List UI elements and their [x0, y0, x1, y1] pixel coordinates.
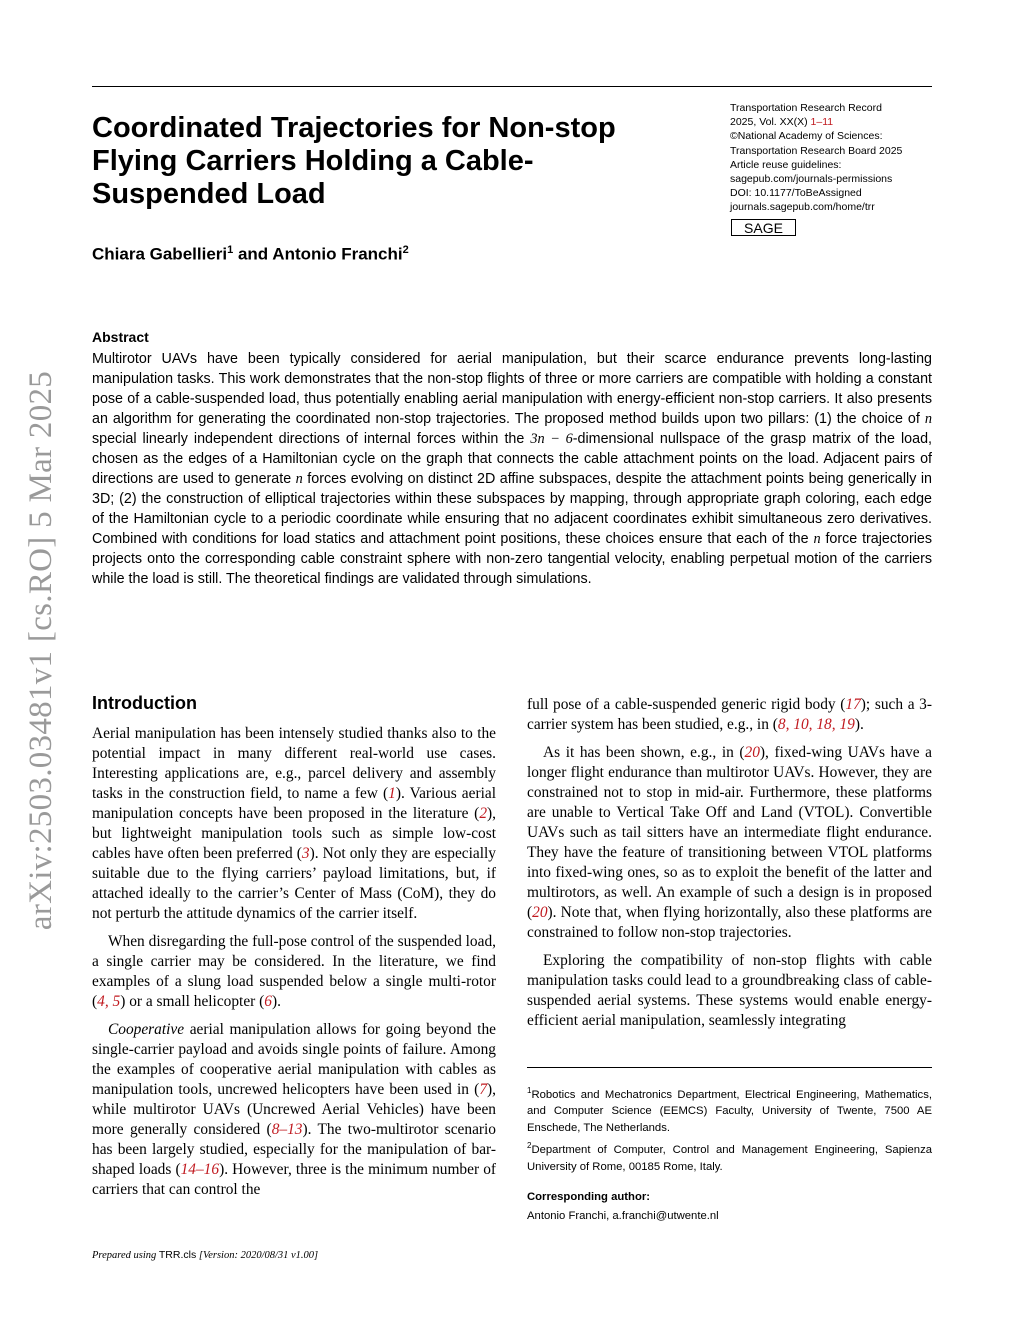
paper-title: Coordinated Trajectories for Non-stop Flying Carriers Holding a Cable-Suspended Load	[92, 112, 616, 210]
footnote-affiliation-2: $^2$Department of Computer, Control and Management Engineering, Sapienza University of Rome, 00185 Rome, Italy.	[527, 1141, 932, 1173]
citation-link[interactable]: 14–16	[180, 1161, 220, 1178]
author-conjunction: and	[233, 244, 273, 264]
paragraph: Cooperative aerial manipulation allows for going beyond the single-carrier payload and avoids single points of failure. Among the examples of cooperative aerial manipulation with cables as manipulation tools, uncrewed helicopters have been used in (7), while multirotor UAVs (Uncrewed Aerial Vehicles) have been more generally considered (8–13). The two-multirotor scenario has been largely studied, especially for the manipulation of bar-shaped loads (14–16). However, three is the minimum number of carriers that can control the	[92, 1021, 497, 1198]
citation-link[interactable]: 2	[479, 805, 488, 822]
journal-url: journals.sagepub.com/home/trr	[730, 201, 875, 214]
section-heading-introduction: Introduction	[92, 693, 197, 713]
math-n: n	[295, 471, 303, 487]
citation-link[interactable]: 20	[532, 904, 548, 921]
abstract-heading: Abstract	[92, 329, 149, 345]
sage-logo: SAGE	[731, 219, 796, 236]
citation-link[interactable]: 20	[744, 744, 760, 761]
arxiv-watermark	[22, 360, 62, 940]
journal-info	[730, 101, 940, 215]
math-n: n	[924, 411, 932, 427]
citation-link[interactable]: 1	[388, 785, 396, 802]
corresponding-author-contact: Antonio Franchi, a.franchi@utwente.nl	[527, 1209, 719, 1222]
abstract-body: Multirotor UAVs have been typically considered for aerial manipulation, but their scarce endurance prevents long-lasting manipulation tasks. This work demonstrates that the non-stop flights of three or more carriers are compatible with holding a constant pose of a cable-suspended load, thus potentially enabling aerial manipulation with energy-efficient non-stop carriers. It also presents an algorithm for generating the coordinated non-stop trajectories. The proposed method builds upon two pillars: (1) the choice of n special linearly independent directions of internal forces within the 3n − 6-dimensional nullspace of the grasp matrix of the load, chosen as the edges of a Hamiltonian cycle on the graph that connects the cable attachment points on the load. Adjacent pairs of directions are used to generate n forces evolving on distinct 2D affine subspaces, despite the attachment points being generically in 3D; (2) the construction of elliptical trajectories within these subspaces by mapping, through appropriate graph coloring, each edge of the Hamiltonian cycle to a periodic coordinate while ensuring that no adjacent coordinates exhibit simultaneous zero derivatives. Combined with conditions for load statics and attachment point positions, these choices ensure that each of the n force trajectories projects onto the corresponding cable constraint sphere with non-zero tangential velocity, enabling perpetual motion of the carriers while the load is still. The theoretical findings are validated through simulations.	[92, 351, 932, 587]
permissions-url: sagepub.com/journals-permissions	[730, 173, 893, 186]
author-list	[92, 244, 409, 265]
prepared-using-footer: Prepared using TRR.cls [Version: 2020/08/31 v1.00]	[92, 1249, 319, 1261]
math-3n-6: 3n − 6	[530, 431, 573, 447]
footnote-affiliation-1: $^1$Robotics and Mechatronics Department, Electrical Engineering, Mathematics, and Computer Science (EEMCS) Faculty, University of Twente, 7500 AE Enschede, The Netherlands.	[527, 1086, 932, 1134]
paragraph: As it has been shown, e.g., in (20), fixed-wing UAVs have a longer flight endurance than multirotor UAVs. However, they are constrained not to stop in mid-air. Furthermore, these platforms are unable to Vertical Take Off and Land (VTOL). Convertible UAVs such as tail sitters have an intermediate flight endurance. They have the feature of transitioning between VTOL platforms into fixed-wing ones, so as to exploit the benefit of the latter and multirotors, as well. An example of such a design is in proposed (20). Note that, when flying horizontally, also these platforms are constrained to follow non-stop trajectories.	[527, 744, 932, 941]
left-column	[92, 693, 496, 1208]
copyright-holder: Transportation Research Board 2025	[730, 144, 903, 157]
journal-name: Transportation Research Record	[730, 102, 882, 114]
doi: DOI: 10.1177/ToBeAssigned	[730, 187, 862, 200]
footnotes	[527, 1083, 932, 1226]
right-column	[527, 695, 932, 1039]
math-n: n	[813, 531, 821, 547]
corresponding-author-heading: Corresponding author:	[527, 1191, 651, 1204]
citation-link[interactable]: 17	[845, 696, 861, 713]
journal-volume: 2025, Vol. XX(X) 1–11	[730, 116, 834, 129]
author-name: Chiara Gabellieri	[92, 244, 228, 264]
class-file-name: TRR.cls	[158, 1249, 197, 1261]
citation-link[interactable]: 6	[264, 993, 272, 1010]
header-rule	[92, 86, 932, 87]
author-name: Antonio Franchi	[272, 244, 403, 264]
arxiv-id[interactable]: arXiv:2503.03481v1 [cs.RO] 5 Mar 2025	[23, 370, 60, 930]
reuse-guidelines-label: Article reuse guidelines:	[730, 158, 842, 171]
page-range-link[interactable]: 1–11	[810, 116, 834, 129]
citation-link[interactable]: 3	[301, 845, 310, 862]
citation-link[interactable]: 8, 10, 18, 19	[777, 716, 855, 733]
paragraph: full pose of a cable-suspended generic rigid body (17); such a 3-carrier system has been studied, e.g., in (8, 10, 18, 19).	[527, 696, 933, 733]
paragraph: Aerial manipulation has been intensely studied thanks also to the potential impact in many different real-world use cases. Interesting applications are, e.g., parcel delivery and assembly tasks in the construction field, to name a few (1). Various aerial manipulation concepts have been proposed in the literature (2), but lightweight manipulation tools such as simple low-cost cables have often been preferred (3). Not only they are especially suitable due to the flying carriers’ payload limitations, but, if attached ideally to the carrier’s Center of Mass (CoM), they do not perturb the attitude dynamics of the carrier itself.	[92, 725, 496, 922]
citation-link[interactable]: 8–13	[271, 1121, 303, 1138]
affiliation-marker: 2	[402, 244, 409, 256]
paragraph: Exploring the compatibility of non-stop flights with cable manipulation tasks could lead to a groundbreaking class of cable-suspended aerial systems. These systems would enable energy-efficient aerial manipulation, seamlessly integrating	[527, 952, 932, 1029]
affiliation-marker: 1	[227, 244, 234, 256]
citation-link[interactable]: 4, 5	[97, 993, 121, 1010]
paragraph: When disregarding the full-pose control of the suspended load, a single carrier may be considered. In the literature, we find examples of a slung load suspended below a single multi-rotor (4, 5) or a small helicopter (6).	[92, 933, 496, 1010]
copyright-line: ©National Academy of Sciences:	[730, 130, 883, 143]
footnote-rule	[527, 1067, 932, 1068]
citation-link[interactable]: 7	[479, 1081, 488, 1098]
